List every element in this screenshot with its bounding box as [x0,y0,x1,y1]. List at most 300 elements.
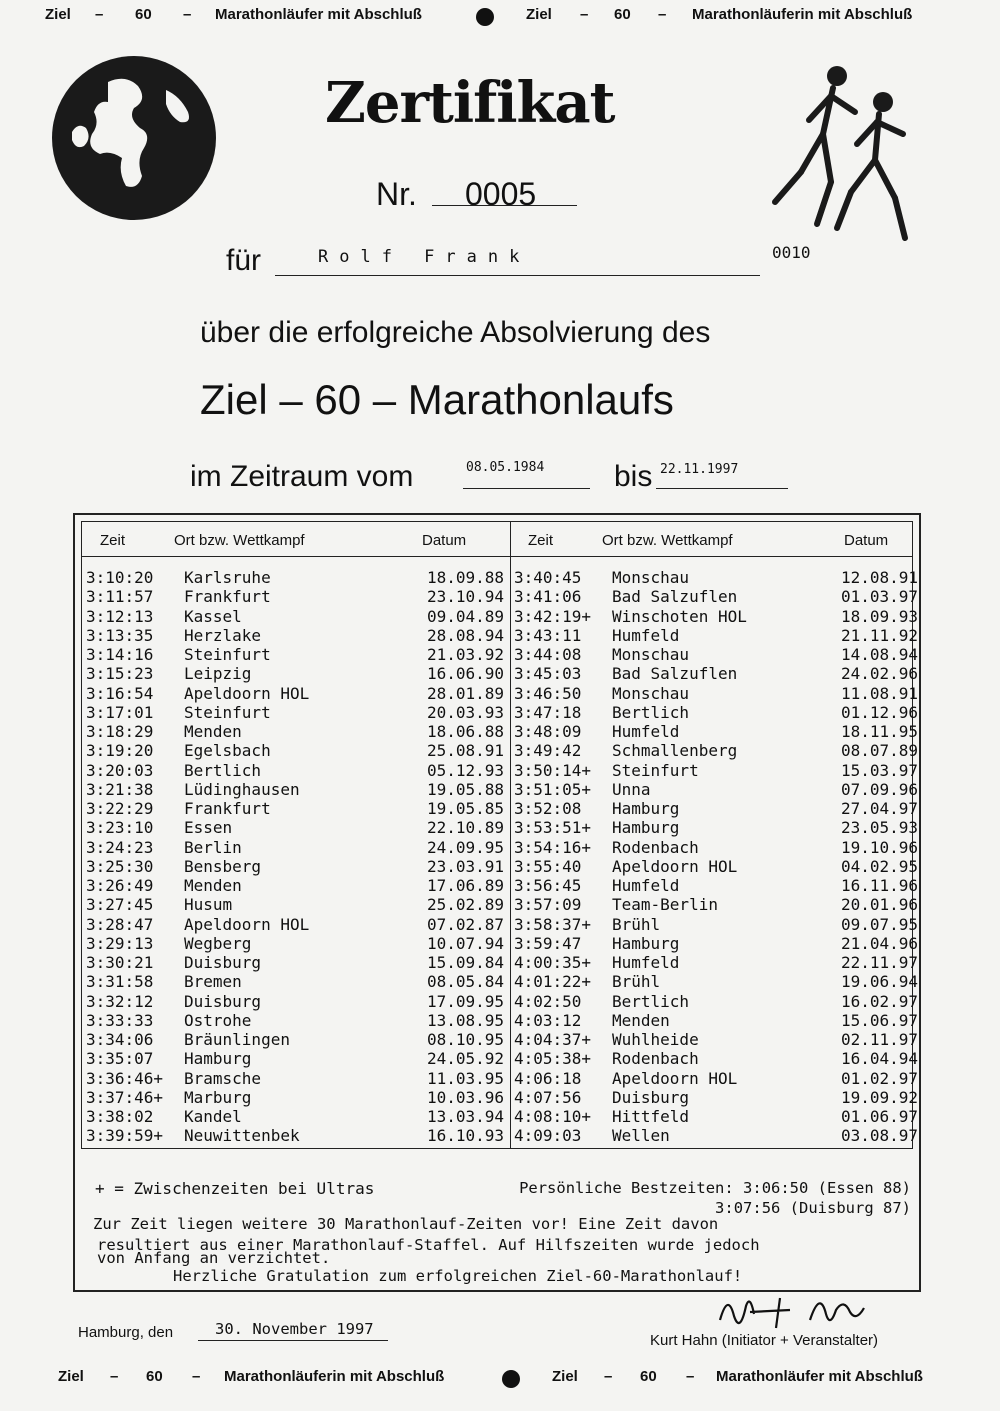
place-cell: Wuhlheide [612,1030,699,1049]
table-row [514,722,918,741]
date-cell: 01.03.97 [840,587,918,607]
time-cell: 3:22:29 [86,799,154,818]
table-row [514,684,918,703]
place-cell: Frankfurt [184,799,271,818]
date-cell: 14.08.94 [840,645,918,664]
banner-text: – [686,1368,695,1385]
date-cell: 24.02.96 [840,664,918,684]
note-line: Zur Zeit liegen weitere 30 Marathonlauf-Zeiten vor! Eine Zeit davon [93,1215,719,1233]
signer-name: Kurt Hahn (Initiator + Veranstalter) [650,1332,879,1349]
date-cell: 13.03.94 [426,1107,504,1126]
table-row [86,1088,504,1107]
table-row [514,587,918,606]
table-row [86,992,504,1011]
banner-text: – [192,1368,201,1385]
period-to: 22.11.1997 [660,462,739,477]
date-cell: 16.02.97 [840,991,918,1011]
certificate-title: Zertifikat [325,70,615,136]
place-cell: Husum [184,895,233,915]
time-cell: 3:55:40 [514,856,582,876]
date-cell: 19.06.94 [840,972,918,992]
table-row [86,1107,504,1126]
intro-line: über die erfolgreiche Absolvierung des [200,316,711,349]
banner-text: – [110,1368,119,1385]
table-row [514,838,918,857]
place-cell: Winschoten HOL [612,606,747,626]
date-cell: 09.04.89 [426,606,504,626]
date-cell: 22.11.97 [840,953,918,972]
place-cell: Menden [184,876,242,895]
note-line: von Anfang an verzichtet. [97,1249,331,1267]
place-cell: Bensberg [184,856,262,876]
table-row [514,915,918,934]
table-row [514,761,918,780]
time-cell: 3:38:02 [86,1107,154,1126]
recipient-name: Rolf Frank [318,247,531,267]
best-times: Persönliche Bestzeiten: 3:06:50 (Essen 88) [519,1179,911,1197]
table-row [86,645,504,664]
date-cell: 17.09.95 [426,991,504,1011]
table-row [514,876,918,895]
time-cell: 3:44:08 [514,645,582,664]
time-cell: 4:09:03 [514,1126,582,1146]
date-cell: 01.02.97 [840,1068,918,1088]
date-cell: 23.10.94 [426,587,504,607]
place-cell: Humfeld [612,625,680,645]
table-row [86,607,504,626]
place-cell: Rodenbach [612,837,699,857]
time-cell: 3:20:03 [86,760,154,780]
date-cell: 01.12.96 [840,702,918,722]
date-cell: 11.03.95 [426,1068,504,1088]
date-cell: 07.09.96 [840,779,918,799]
date-cell: 16.11.96 [840,876,918,895]
time-cell: 3:30:21 [86,953,154,972]
date-cell: 15.09.84 [426,953,504,972]
time-cell: 3:42:19+ [514,606,592,626]
date-cell: 21.04.96 [840,933,918,953]
number-label: Nr. [376,176,417,212]
place-cell: Hamburg [612,799,680,818]
place-cell: Leipzig [184,664,252,684]
date-cell: 28.01.89 [426,683,504,703]
bullet-dot-icon [502,1370,520,1388]
date-cell: 15.03.97 [840,760,918,780]
place-cell: Humfeld [612,722,680,741]
place-cell: Hamburg [184,1049,252,1069]
globe-icon [48,52,220,224]
time-cell: 3:32:12 [86,991,154,1011]
table-row [86,857,504,876]
place-cell: Steinfurt [612,760,699,780]
table-row [514,1069,918,1088]
date-underline [198,1340,388,1341]
place-cell: Duisburg [184,953,262,972]
date-cell: 18.09.88 [426,568,504,587]
date-cell: 20.01.96 [840,895,918,915]
place-cell: Bad Salzuflen [612,587,738,607]
date-cell: 02.11.97 [840,1030,918,1049]
date-cell: 08.10.95 [426,1030,504,1049]
table-row [86,664,504,683]
place-cell: Monschau [612,568,690,587]
place-cell: Bad Salzuflen [612,664,738,684]
time-cell: 3:24:23 [86,837,154,857]
date-cell: 16.10.93 [426,1126,504,1146]
place-cell: Team-Berlin [612,895,718,915]
place-cell: Steinfurt [184,645,271,664]
time-cell: 3:29:13 [86,933,154,953]
table-row [86,915,504,934]
place-cell: Lüdinghausen [184,779,300,799]
table-row [514,607,918,626]
date-cell: 01.06.97 [840,1107,918,1126]
header-ort: Ort bzw. Wettkampf [174,532,305,549]
date-cell: 21.11.92 [840,625,918,645]
banner-text: – [183,6,192,23]
table-row [86,684,504,703]
header-zeit: Zeit [528,532,554,549]
table-row [86,953,504,972]
date-cell: 12.08.91 [840,568,918,587]
time-cell: 4:00:35+ [514,953,592,972]
banner-text: – [658,6,667,23]
period-to-underline [656,488,788,489]
banner-text: Ziel [45,6,71,23]
banner-text: 60 [135,6,152,23]
banner-text: Marathonläuferin mit Abschluß [692,6,913,23]
time-cell: 3:34:06 [86,1030,154,1049]
banner-text: 60 [640,1368,657,1385]
time-cell: 4:01:22+ [514,972,592,992]
table-row [514,741,918,760]
date-cell: 24.05.92 [426,1049,504,1069]
banner-text: – [580,6,589,23]
time-cell: 3:56:45 [514,876,582,895]
place-cell: Bremen [184,972,242,992]
date-cell: 15.06.97 [840,1010,918,1030]
date-cell: 10.07.94 [426,933,504,953]
table-row [86,895,504,914]
date-cell: 27.04.97 [840,799,918,818]
table-row [86,972,504,991]
table-row [86,799,504,818]
date-cell: 19.09.92 [840,1087,918,1107]
time-cell: 3:54:16+ [514,837,592,857]
place-cell: Steinfurt [184,702,271,722]
banner-text: – [95,6,104,23]
place-cell: Unna [612,779,651,799]
table-row [86,703,504,722]
time-cell: 3:37:46+ [86,1087,164,1107]
date-cell: 17.06.89 [426,876,504,895]
date-cell: 21.03.92 [426,645,504,664]
table-row [514,972,918,991]
recipient-underline [275,275,760,276]
table-row [514,626,918,645]
table-row [86,838,504,857]
ultras-note: + = Zwischenzeiten bei Ultras [95,1179,375,1198]
place-cell: Brühl [612,972,661,992]
time-cell: 3:15:23 [86,664,154,684]
table-row [86,741,504,760]
table-row [514,664,918,683]
table-row [514,1126,918,1145]
time-cell: 4:04:37+ [514,1030,592,1049]
place-cell: Ostrohe [184,1010,252,1030]
table-row [514,780,918,799]
date-cell: 11.08.91 [840,683,918,703]
table-row [514,568,918,587]
place-cell: Schmallenberg [612,741,738,761]
banner-text: 60 [614,6,631,23]
place-cell: Monschau [612,645,690,664]
time-cell: 3:16:54 [86,683,154,703]
time-cell: 3:11:57 [86,587,154,607]
date-cell: 07.02.87 [426,914,504,934]
table-row [514,934,918,953]
table-row [86,1126,504,1145]
time-cell: 3:39:59+ [86,1126,164,1146]
place-cell: Herzlake [184,625,262,645]
period-label: im Zeitraum vom [190,460,414,493]
time-cell: 3:48:09 [514,722,582,741]
time-cell: 3:21:38 [86,779,154,799]
place-cell: Apeldoorn HOL [184,683,310,703]
for-label: für [226,244,262,277]
marathon-title: Ziel – 60 – Marathonlaufs [200,376,674,423]
results-column-right [514,568,918,1146]
table-row [86,761,504,780]
date-cell: 28.08.94 [426,625,504,645]
time-cell: 3:19:20 [86,741,154,761]
place-cell: Rodenbach [612,1049,699,1069]
results-table [81,521,918,1149]
place-cell: Bertlich [184,760,262,780]
table-row [514,1030,918,1049]
place-cell: Monschau [612,683,690,703]
date-cell: 19.05.88 [426,779,504,799]
date-cell: 04.02.95 [840,856,918,876]
sign-date: 30. November 1997 [215,1320,374,1338]
header-zeit: Zeit [100,532,126,549]
time-cell: 3:40:45 [514,568,582,587]
place-cell: Kandel [184,1107,242,1126]
date-cell: 09.07.95 [840,914,918,934]
table-row [514,1049,918,1068]
place-cell: Wegberg [184,933,252,953]
time-cell: 3:57:09 [514,895,582,915]
time-cell: 4:08:10+ [514,1107,592,1126]
table-row [514,953,918,972]
time-cell: 3:13:35 [86,625,154,645]
period-from-underline [463,488,590,489]
time-cell: 3:46:50 [514,683,582,703]
time-cell: 3:28:47 [86,914,154,934]
place-cell: Humfeld [612,953,680,972]
table-row [514,1107,918,1126]
table-row [514,895,918,914]
table-row [86,1030,504,1049]
time-cell: 3:58:37+ [514,914,592,934]
time-cell: 3:17:01 [86,702,154,722]
time-cell: 3:43:11 [514,625,582,645]
date-cell: 18.09.93 [840,606,918,626]
place-cell: Brühl [612,914,661,934]
date-cell: 13.08.95 [426,1010,504,1030]
place-cell: Wellen [612,1126,670,1146]
place-cell: Kassel [184,606,242,626]
time-cell: 3:41:06 [514,587,582,607]
corner-number: 0010 [772,243,811,262]
date-cell: 25.02.89 [426,895,504,915]
time-cell: 3:36:46+ [86,1068,164,1088]
signature-mark [710,1290,890,1334]
date-cell: 23.03.91 [426,856,504,876]
date-cell: 19.05.85 [426,799,504,818]
place-cell: Karlsruhe [184,568,271,587]
results-column-left [86,568,504,1146]
place-cell: Bertlich [612,991,690,1011]
table-row [514,645,918,664]
results-box [73,513,921,1292]
table-row [86,818,504,837]
place-cell: Hamburg [612,818,680,838]
column-divider [510,522,511,1148]
bullet-dot-icon [476,8,494,26]
header-datum: Datum [422,532,467,549]
date-cell: 25.08.91 [426,741,504,761]
place-cell: Frankfurt [184,587,271,607]
date-cell: 05.12.93 [426,760,504,780]
table-row [86,1069,504,1088]
time-cell: 3:31:58 [86,972,154,992]
time-cell: 3:18:29 [86,722,154,741]
table-row [86,1011,504,1030]
header-divider [82,556,912,557]
table-row [514,1011,918,1030]
time-cell: 3:12:13 [86,606,154,626]
time-cell: 3:52:08 [514,799,582,818]
date-cell: 10.03.96 [426,1087,504,1107]
date-cell: 08.05.84 [426,972,504,992]
place-cell: Hittfeld [612,1107,690,1126]
time-cell: 4:03:12 [514,1010,582,1030]
runners-icon [765,62,925,252]
period-to-label: bis [614,460,653,493]
congratulation-line: Herzliche Gratulation zum erfolgreichen Ziel-60-Marathonlauf! [173,1267,743,1285]
date-cell: 08.07.89 [840,741,918,761]
table-row [514,818,918,837]
time-cell: 3:25:30 [86,856,154,876]
place-cell: Bramsche [184,1068,262,1088]
place-cell: Apeldoorn HOL [612,856,738,876]
table-row [86,626,504,645]
place-cell: Hamburg [612,933,680,953]
table-row [86,876,504,895]
table-row [514,703,918,722]
banner-text: Ziel [58,1368,84,1385]
time-cell: 4:02:50 [514,991,582,1011]
date-cell: 24.09.95 [426,837,504,857]
time-cell: 4:07:56 [514,1087,582,1107]
banner-text: Marathonläufer mit Abschluß [215,6,422,23]
time-cell: 3:35:07 [86,1049,154,1069]
time-cell: 3:26:49 [86,876,154,895]
place-cell: Bräunlingen [184,1030,290,1049]
banner-text: Ziel [552,1368,578,1385]
header-ort: Ort bzw. Wettkampf [602,532,733,549]
time-cell: 3:59:47 [514,933,582,953]
time-cell: 3:10:20 [86,568,154,587]
top-banner [0,6,1000,36]
certificate-number: 0005 [465,176,537,212]
table-row [86,934,504,953]
time-cell: 3:53:51+ [514,818,592,838]
bottom-banner [0,1368,1000,1398]
time-cell: 4:06:18 [514,1068,582,1088]
banner-text: Ziel [526,6,552,23]
time-cell: 3:45:03 [514,664,582,684]
time-cell: 3:14:16 [86,645,154,664]
place-cell: Bertlich [612,702,690,722]
time-cell: 3:47:18 [514,702,582,722]
place-cell: Menden [184,722,242,741]
date-cell: 03.08.97 [840,1126,918,1146]
number-underline [432,205,577,206]
table-row [86,722,504,741]
date-cell: 18.11.95 [840,722,918,741]
date-cell: 22.10.89 [426,818,504,838]
place-label: Hamburg, den [78,1324,174,1341]
header-datum: Datum [844,532,889,549]
place-cell: Apeldoorn HOL [612,1068,738,1088]
banner-text: Marathonläuferin mit Abschluß [224,1368,445,1385]
place-cell: Marburg [184,1087,252,1107]
place-cell: Essen [184,818,233,838]
place-cell: Neuwittenbek [184,1126,300,1146]
table-row [86,1049,504,1068]
time-cell: 4:05:38+ [514,1049,592,1069]
time-cell: 3:49:42 [514,741,582,761]
date-cell: 16.06.90 [426,664,504,684]
place-cell: Berlin [184,837,242,857]
place-cell: Apeldoorn HOL [184,914,310,934]
time-cell: 3:50:14+ [514,760,592,780]
place-cell: Humfeld [612,876,680,895]
table-row [514,857,918,876]
table-row [514,799,918,818]
place-cell: Duisburg [184,991,262,1011]
note-line: resultiert aus einer Marathonlauf-Staffel. Auf Hilfszeiten wurde jedoch [97,1236,760,1254]
time-cell: 3:51:05+ [514,779,592,799]
date-cell: 20.03.93 [426,702,504,722]
table-row [86,780,504,799]
table-row [514,992,918,1011]
time-cell: 3:33:33 [86,1010,154,1030]
table-row [514,1088,918,1107]
place-cell: Egelsbach [184,741,271,761]
best-times-2: 3:07:56 (Duisburg 87) [715,1199,911,1217]
date-cell: 23.05.93 [840,818,918,838]
table-row [86,587,504,606]
table-row [86,568,504,587]
banner-text: – [604,1368,613,1385]
date-cell: 16.04.94 [840,1049,918,1069]
banner-text: Marathonläufer mit Abschluß [716,1368,923,1385]
banner-text: 60 [146,1368,163,1385]
date-cell: 18.06.88 [426,722,504,741]
